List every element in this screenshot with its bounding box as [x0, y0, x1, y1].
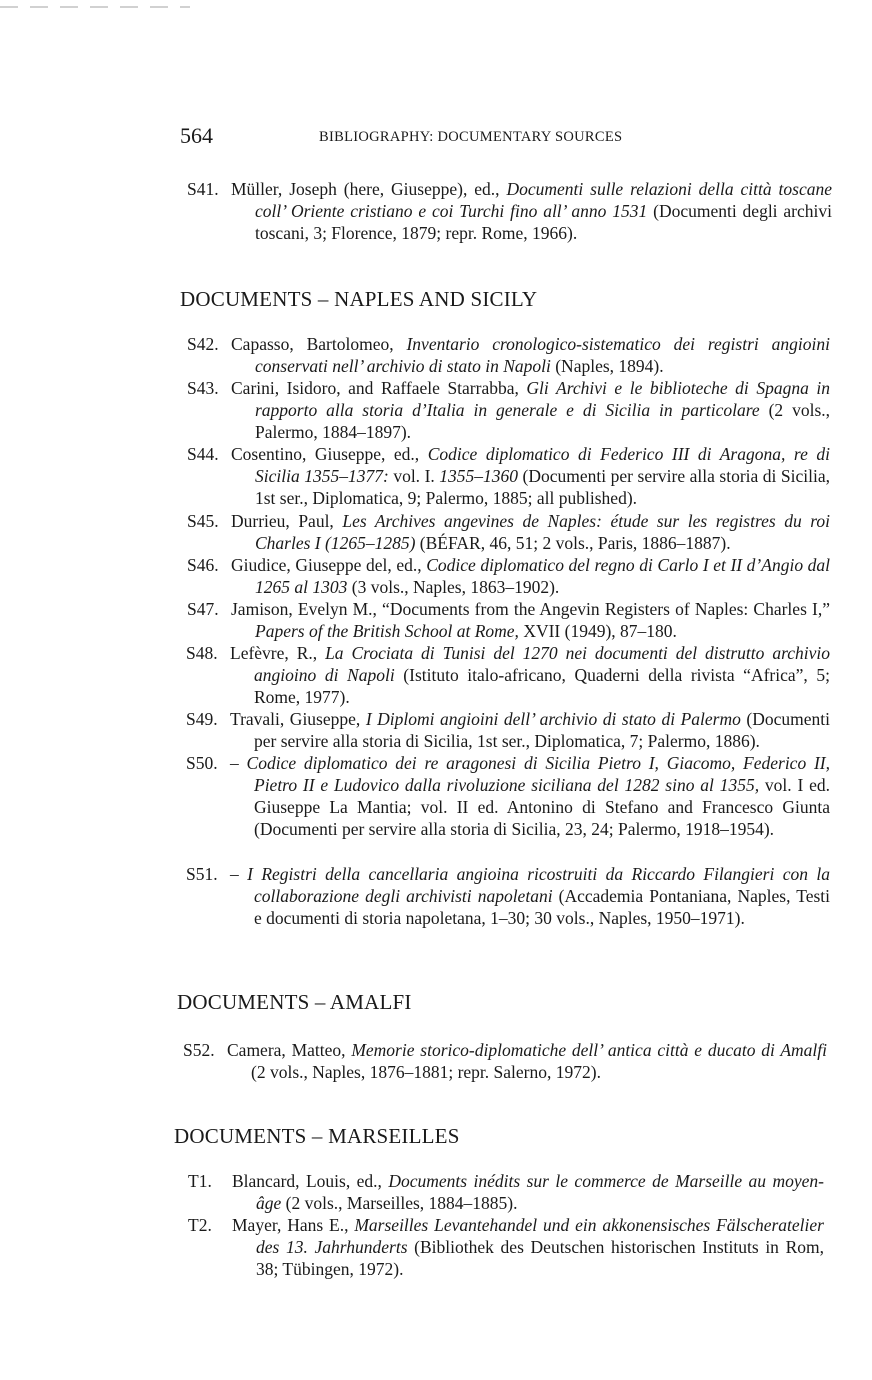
citation-text: Durrieu, Paul,: [231, 511, 343, 531]
bibliography-entry: [187, 178, 832, 244]
entry-number: S50.: [186, 753, 218, 773]
entry-citation: [183, 1039, 827, 1083]
citation-title: Marseilles Levantehandel und ein akkonensisches Fälscheratelier des 13. Jahrhunderts: [256, 1215, 824, 1257]
bibliography-entry: [183, 1039, 827, 1083]
citation-text: (Bibliothek des Deutschen historischen Instituts in Rom, 38; Tübingen, 1972).: [256, 1237, 824, 1279]
citation-title: 1355–1360: [439, 466, 519, 486]
citation-title: Codice diplomatico dei re aragonesi di Sicilia Pietro I, Giacomo, Federico II, Pietro II e Ludovico dalla rivoluzione siciliana del 1282 sino al 1355,: [246, 753, 831, 795]
entry-citation: [187, 178, 832, 244]
citation-text: (Documenti per servire alla storia di Sicilia, 1st ser., Diplomatica, 7; Palermo, 1886).: [254, 709, 830, 751]
bibliography-entry: [188, 1170, 824, 1214]
citation-text: (2 vols., Palermo, 1884–1897).: [255, 400, 830, 442]
citation-text: (BÉFAR, 46, 51; 2 vols., Paris, 1886–1887).: [415, 533, 731, 553]
citation-text: Camera, Matteo,: [227, 1040, 352, 1060]
citation-title: Documents inédits sur le commerce de Marseille au moyen-âge: [256, 1171, 824, 1213]
entry-number: T2.: [188, 1215, 212, 1235]
citation-text: (Documenti degli archivi toscani, 3; Florence, 1879; repr. Rome, 1966).: [255, 201, 832, 243]
entry-number: S52.: [183, 1040, 215, 1060]
entry-citation: [187, 377, 830, 443]
citation-text: Mayer, Hans E.,: [232, 1215, 355, 1235]
citation-text: Giudice, Giuseppe del, ed.,: [231, 555, 427, 575]
citation-text: Jamison, Evelyn M., “Documents from the Angevin Registers of Naples: Charles I,”: [231, 599, 830, 619]
page-number: 564: [180, 123, 213, 148]
entry-number: S49.: [186, 709, 218, 729]
citation-text: vol. I.: [388, 466, 440, 486]
citation-title: Memorie storico-diplomatiche dell’ antica città e ducato di Amalfi: [351, 1040, 827, 1060]
citation-text: XVII (1949), 87–180.: [518, 621, 677, 641]
entry-citation: [188, 1214, 824, 1280]
section-heading: DOCUMENTS – MARSEILLES: [174, 1124, 460, 1148]
bibliography-entry: [186, 642, 830, 708]
entry-citation: [187, 333, 830, 377]
entry-citation: [187, 510, 830, 554]
bibliography-entry: [186, 863, 830, 929]
citation-text: –: [230, 753, 247, 773]
entry-number: S45.: [187, 511, 219, 531]
citation-text: Lefèvre, R.,: [230, 643, 326, 663]
entry-citation: [186, 863, 830, 929]
entry-number: S51.: [186, 864, 218, 884]
entry-citation: [187, 443, 830, 509]
citation-text: –: [230, 864, 248, 884]
citation-text: vol. I ed. Giuseppe La Mantia; vol. II ed. Antonino di Stefano and Francesco Giunta (Documenti per servire alla storia di Sicilia, 23, 24; Palermo, 1918–1954).: [254, 775, 830, 839]
bibliography-entry: [187, 510, 830, 554]
citation-text: Müller, Joseph (here, Giuseppe), ed.,: [231, 179, 507, 199]
citation-text: (2 vols., Naples, 1876–1881; repr. Salerno, 1972).: [251, 1062, 601, 1082]
bibliography-entry: [187, 443, 830, 509]
citation-text: (Documenti per servire alla storia di Sicilia, 1st ser., Diplomatica, 9; Palermo, 1885; all published).: [255, 466, 831, 508]
running-title: BIBLIOGRAPHY: DOCUMENTARY SOURCES: [319, 129, 623, 145]
bibliography-entry: [187, 333, 830, 377]
citation-text: (2 vols., Marseilles, 1884–1885).: [281, 1193, 518, 1213]
entry-citation: [187, 554, 830, 598]
entry-citation: [186, 642, 830, 708]
citation-text: (Accademia Pontaniana, Naples, Testi e documenti di storia napoletana, 1–30; 30 vols., Naples, 1950–1971).: [254, 886, 830, 928]
citation-text: Carini, Isidoro, and Raffaele Starrabba,: [231, 378, 527, 398]
citation-title: Codice diplomatico di Federico III di Aragona, re di Sicilia 1355–1377:: [255, 444, 830, 486]
bibliography-entry: [187, 554, 830, 598]
bibliography-entry: [188, 1214, 824, 1280]
entry-citation: [187, 598, 830, 642]
entry-number: S44.: [187, 444, 219, 464]
bibliography-entry: [186, 752, 830, 840]
citation-title: Codice diplomatico del regno di Carlo I et II d’Angio dal 1265 al 1303: [255, 555, 831, 597]
citation-text: Capasso, Bartolomeo,: [231, 334, 407, 354]
bibliography-entry: [186, 708, 830, 752]
citation-title: Documenti sulle relazioni della città toscane coll’ Oriente cristiano e coi Turchi fino all’ anno 1531: [255, 179, 833, 221]
citation-text: (3 vols., Naples, 1863–1902).: [347, 577, 560, 597]
entry-citation: [186, 708, 830, 752]
citation-title: Inventario cronologico-sistematico dei registri angioini conservati nell’ archivio di stato in Napoli: [255, 334, 830, 376]
entry-number: T1.: [188, 1171, 212, 1191]
citation-title: Papers of the British School at Rome,: [255, 621, 519, 641]
bibliography-entry: [187, 598, 830, 642]
entry-number: S41.: [187, 179, 219, 199]
entry-number: S48.: [186, 643, 218, 663]
scan-artifact: [0, 6, 190, 8]
entry-number: S47.: [187, 599, 219, 619]
citation-text: Travali, Giuseppe,: [230, 709, 366, 729]
citation-title: Gli Archivi e le biblioteche di Spagna in rapporto alla storia d’Italia in generale e di Sicilia in particolare: [255, 378, 830, 420]
citation-title: Les Archives angevines de Naples: étude sur les registres du roi Charles I (1265–1285): [255, 511, 830, 553]
entry-citation: [188, 1170, 824, 1214]
entry-number: S42.: [187, 334, 219, 354]
running-head: [180, 122, 700, 152]
citation-text: Cosentino, Giuseppe, ed.,: [231, 444, 428, 464]
section-heading: DOCUMENTS – NAPLES AND SICILY: [180, 287, 538, 311]
citation-title: I Registri della cancellaria angioina ricostruiti da Riccardo Filangieri con la collaborazione degli archivisti napoletani: [247, 864, 830, 906]
citation-title: I Diplomi angioini dell’ archivio di stato di Palermo: [365, 709, 741, 729]
section-heading: DOCUMENTS – AMALFI: [177, 990, 412, 1014]
citation-title: La Crociata di Tunisi del 1270 nei documenti del distrutto archivio angioino di Napoli: [254, 643, 830, 685]
citation-text: Blancard, Louis, ed.,: [232, 1171, 389, 1191]
bibliography-entry: [187, 377, 830, 443]
entry-number: S43.: [187, 378, 219, 398]
entry-number: S46.: [187, 555, 219, 575]
entry-citation: [186, 752, 830, 840]
citation-text: (Naples, 1894).: [550, 356, 664, 376]
citation-text: (Istituto italo-africano, Quaderni della rivista “Africa”, 5; Rome, 1977).: [254, 665, 830, 707]
